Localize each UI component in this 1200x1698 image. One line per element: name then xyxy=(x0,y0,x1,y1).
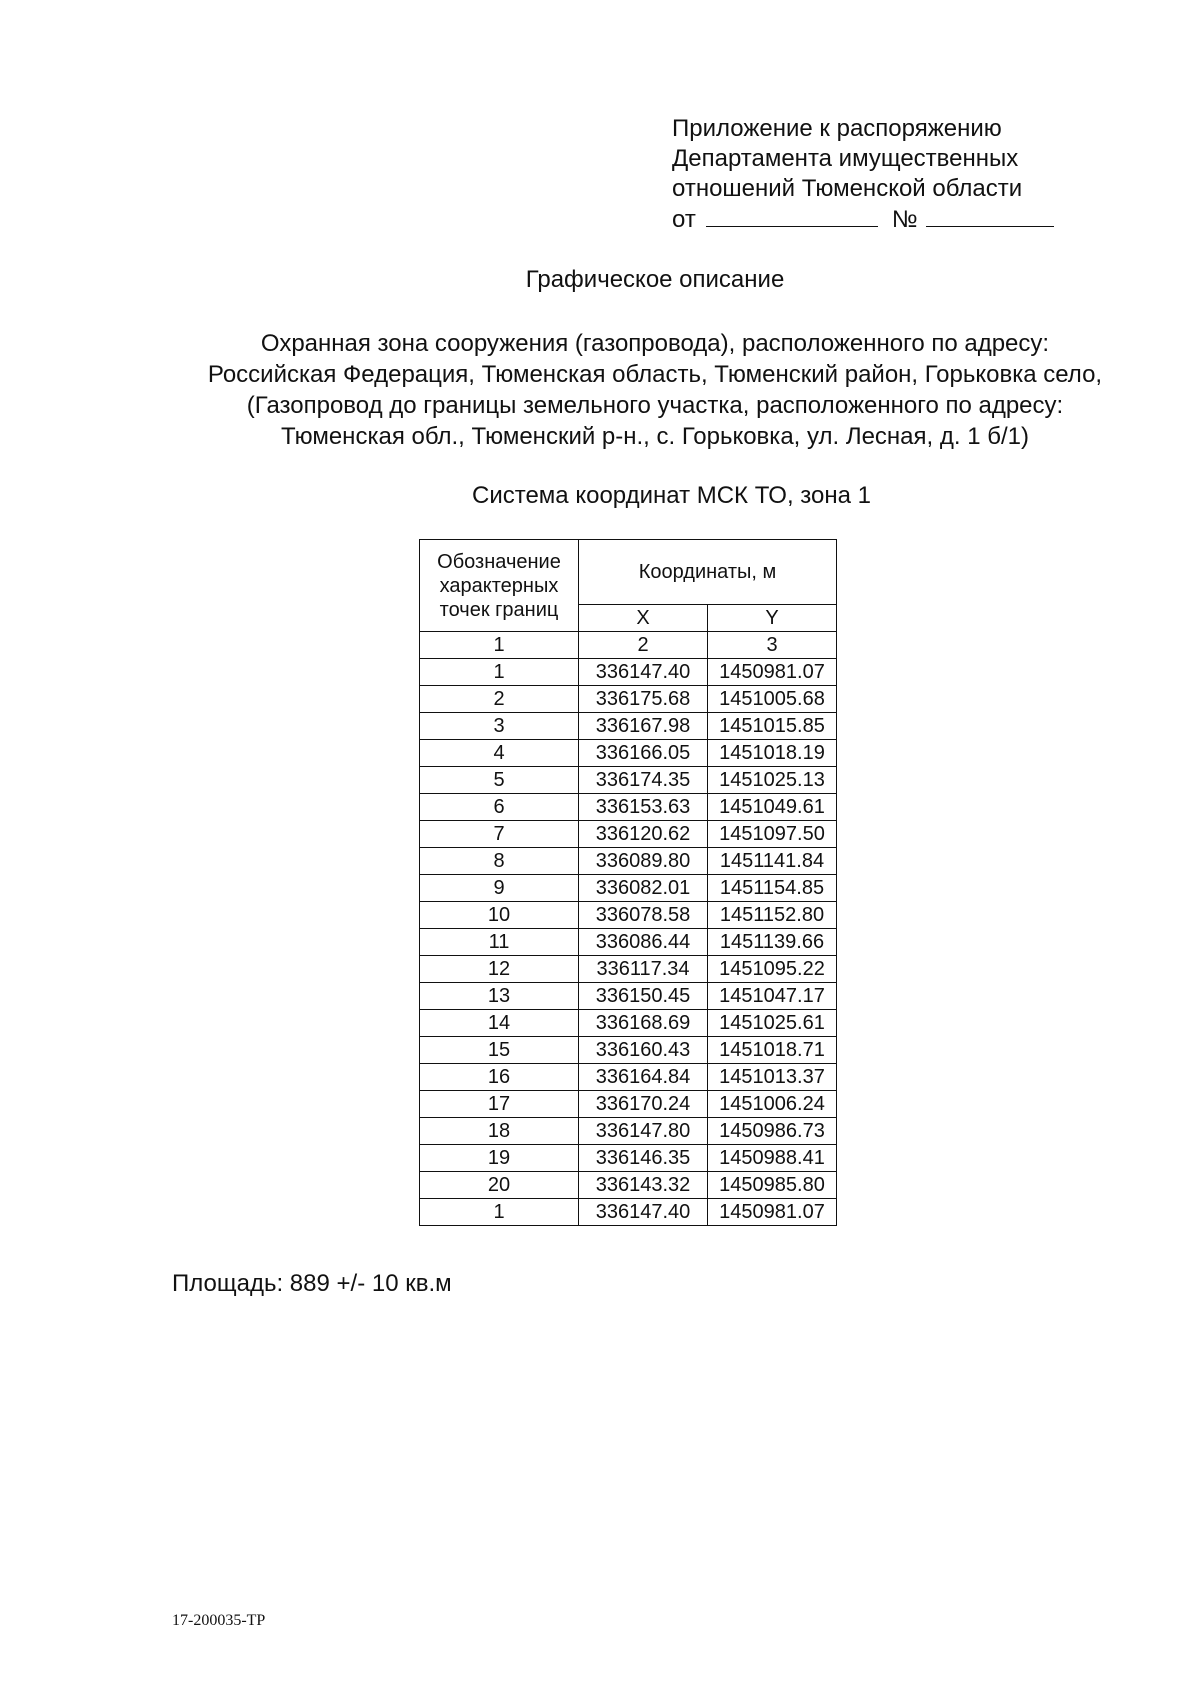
point-number-cell: 6 xyxy=(420,794,579,821)
y-coordinate-cell: 1451139.66 xyxy=(708,929,837,956)
point-number-cell: 14 xyxy=(420,1010,579,1037)
point-number-cell: 3 xyxy=(420,713,579,740)
table-row xyxy=(420,1199,837,1226)
y-coordinate-cell: 1451154.85 xyxy=(708,875,837,902)
table-row xyxy=(420,821,837,848)
point-number-cell: 1 xyxy=(420,1199,579,1226)
column-number-row xyxy=(420,632,837,659)
point-number-cell: 16 xyxy=(420,1064,579,1091)
x-coordinate-cell: 336150.45 xyxy=(579,983,708,1010)
table-row xyxy=(420,848,837,875)
x-coordinate-cell: 336147.40 xyxy=(579,1199,708,1226)
point-number-cell: 7 xyxy=(420,821,579,848)
y-coordinate-cell: 1450985.80 xyxy=(708,1172,837,1199)
table-row xyxy=(420,875,837,902)
x-coordinate-cell: 336164.84 xyxy=(579,1064,708,1091)
table-row xyxy=(420,902,837,929)
y-coordinate-cell: 1450986.73 xyxy=(708,1118,837,1145)
column-number-3: 3 xyxy=(708,632,837,659)
y-coordinate-cell: 1451049.61 xyxy=(708,794,837,821)
table-row xyxy=(420,1091,837,1118)
y-coordinate-cell: 1451013.37 xyxy=(708,1064,837,1091)
point-number-cell: 12 xyxy=(420,956,579,983)
y-coordinate-cell: 1450988.41 xyxy=(708,1145,837,1172)
point-number-cell: 10 xyxy=(420,902,579,929)
y-coordinate-cell: 1451025.13 xyxy=(708,767,837,794)
from-label: от xyxy=(672,206,696,233)
table-row xyxy=(420,767,837,794)
point-number-cell: 19 xyxy=(420,1145,579,1172)
table-row xyxy=(420,956,837,983)
coordinates-table xyxy=(419,539,837,1226)
description-line-1: Охранная зона сооружения (газопровода), расположенного по адресу: xyxy=(260,330,1050,357)
y-coordinate-cell: 1451047.17 xyxy=(708,983,837,1010)
y-coordinate-cell: 1451095.22 xyxy=(708,956,837,983)
table-row xyxy=(420,1118,837,1145)
point-number-cell: 9 xyxy=(420,875,579,902)
x-coordinate-cell: 336089.80 xyxy=(579,848,708,875)
table-row xyxy=(420,983,837,1010)
table-row xyxy=(420,1010,837,1037)
table-row xyxy=(420,1064,837,1091)
point-number-cell: 1 xyxy=(420,659,579,686)
number-label: № xyxy=(891,206,918,233)
y-coordinate-cell: 1451018.71 xyxy=(708,1037,837,1064)
y-coordinate-cell: 1451018.19 xyxy=(708,740,837,767)
header-coordinates: Координаты, м xyxy=(579,540,837,605)
y-coordinate-cell: 1451152.80 xyxy=(708,902,837,929)
x-coordinate-cell: 336146.35 xyxy=(579,1145,708,1172)
x-coordinate-cell: 336086.44 xyxy=(579,929,708,956)
point-number-cell: 11 xyxy=(420,929,579,956)
table-row xyxy=(420,659,837,686)
x-coordinate-cell: 336170.24 xyxy=(579,1091,708,1118)
point-number-cell: 17 xyxy=(420,1091,579,1118)
x-coordinate-cell: 336153.63 xyxy=(579,794,708,821)
y-coordinate-cell: 1451097.50 xyxy=(708,821,837,848)
header-y: Y xyxy=(708,605,837,632)
appendix-line-1: Приложение к распоряжению xyxy=(672,115,1002,142)
point-number-cell: 8 xyxy=(420,848,579,875)
table-row xyxy=(420,740,837,767)
x-coordinate-cell: 336175.68 xyxy=(579,686,708,713)
table-row xyxy=(420,794,837,821)
date-blank-field xyxy=(706,204,878,227)
y-coordinate-cell: 1451006.24 xyxy=(708,1091,837,1118)
column-number-2: 2 xyxy=(579,632,708,659)
x-coordinate-cell: 336147.40 xyxy=(579,659,708,686)
document-title: Графическое описание xyxy=(525,266,785,293)
table-row xyxy=(420,686,837,713)
appendix-header xyxy=(672,114,1054,235)
table-row xyxy=(420,1037,837,1064)
header-point-label: Обозначение характерных точек границ xyxy=(420,540,579,632)
y-coordinate-cell: 1451005.68 xyxy=(708,686,837,713)
x-coordinate-cell: 336174.35 xyxy=(579,767,708,794)
point-number-cell: 5 xyxy=(420,767,579,794)
table-header-row xyxy=(420,540,837,605)
x-coordinate-cell: 336078.58 xyxy=(579,902,708,929)
number-blank-field xyxy=(926,204,1054,227)
x-coordinate-cell: 336117.34 xyxy=(579,956,708,983)
appendix-line-3: отношений Тюменской области xyxy=(672,175,1023,202)
x-coordinate-cell: 336120.62 xyxy=(579,821,708,848)
point-number-cell: 4 xyxy=(420,740,579,767)
y-coordinate-cell: 1450981.07 xyxy=(708,659,837,686)
x-coordinate-cell: 336167.98 xyxy=(579,713,708,740)
x-coordinate-cell: 336143.32 xyxy=(579,1172,708,1199)
header-x: X xyxy=(579,605,708,632)
area-label: Площадь: 889 +/- 10 кв.м xyxy=(172,1270,452,1297)
x-coordinate-cell: 336147.80 xyxy=(579,1118,708,1145)
description-line-3: (Газопровод до границы земельного участка, расположенного по адресу: xyxy=(246,392,1064,419)
description-line-4: Тюменская обл., Тюменский р-н., с. Горьковка, ул. Лесная, д. 1 б/1) xyxy=(281,423,1029,450)
appendix-line-2: Департамента имущественных xyxy=(672,145,1019,172)
y-coordinate-cell: 1450981.07 xyxy=(708,1199,837,1226)
description-line-2: Российская Федерация, Тюменская область, Тюменский район, Горьковка село, xyxy=(207,361,1103,388)
y-coordinate-cell: 1451141.84 xyxy=(708,848,837,875)
point-number-cell: 13 xyxy=(420,983,579,1010)
table-row xyxy=(420,1172,837,1199)
x-coordinate-cell: 336166.05 xyxy=(579,740,708,767)
point-number-cell: 20 xyxy=(420,1172,579,1199)
y-coordinate-cell: 1451015.85 xyxy=(708,713,837,740)
y-coordinate-cell: 1451025.61 xyxy=(708,1010,837,1037)
x-coordinate-cell: 336168.69 xyxy=(579,1010,708,1037)
coordinate-system-label: Система координат МСК ТО, зона 1 xyxy=(472,482,871,509)
appendix-line-4 xyxy=(672,204,1054,235)
column-number-1: 1 xyxy=(420,632,579,659)
point-number-cell: 15 xyxy=(420,1037,579,1064)
table-row xyxy=(420,713,837,740)
point-number-cell: 18 xyxy=(420,1118,579,1145)
table-row xyxy=(420,1145,837,1172)
x-coordinate-cell: 336160.43 xyxy=(579,1037,708,1064)
point-number-cell: 2 xyxy=(420,686,579,713)
zone-description xyxy=(0,328,1200,452)
x-coordinate-cell: 336082.01 xyxy=(579,875,708,902)
table-row xyxy=(420,929,837,956)
footer-document-code: 17-200035-ТР xyxy=(172,1612,266,1629)
